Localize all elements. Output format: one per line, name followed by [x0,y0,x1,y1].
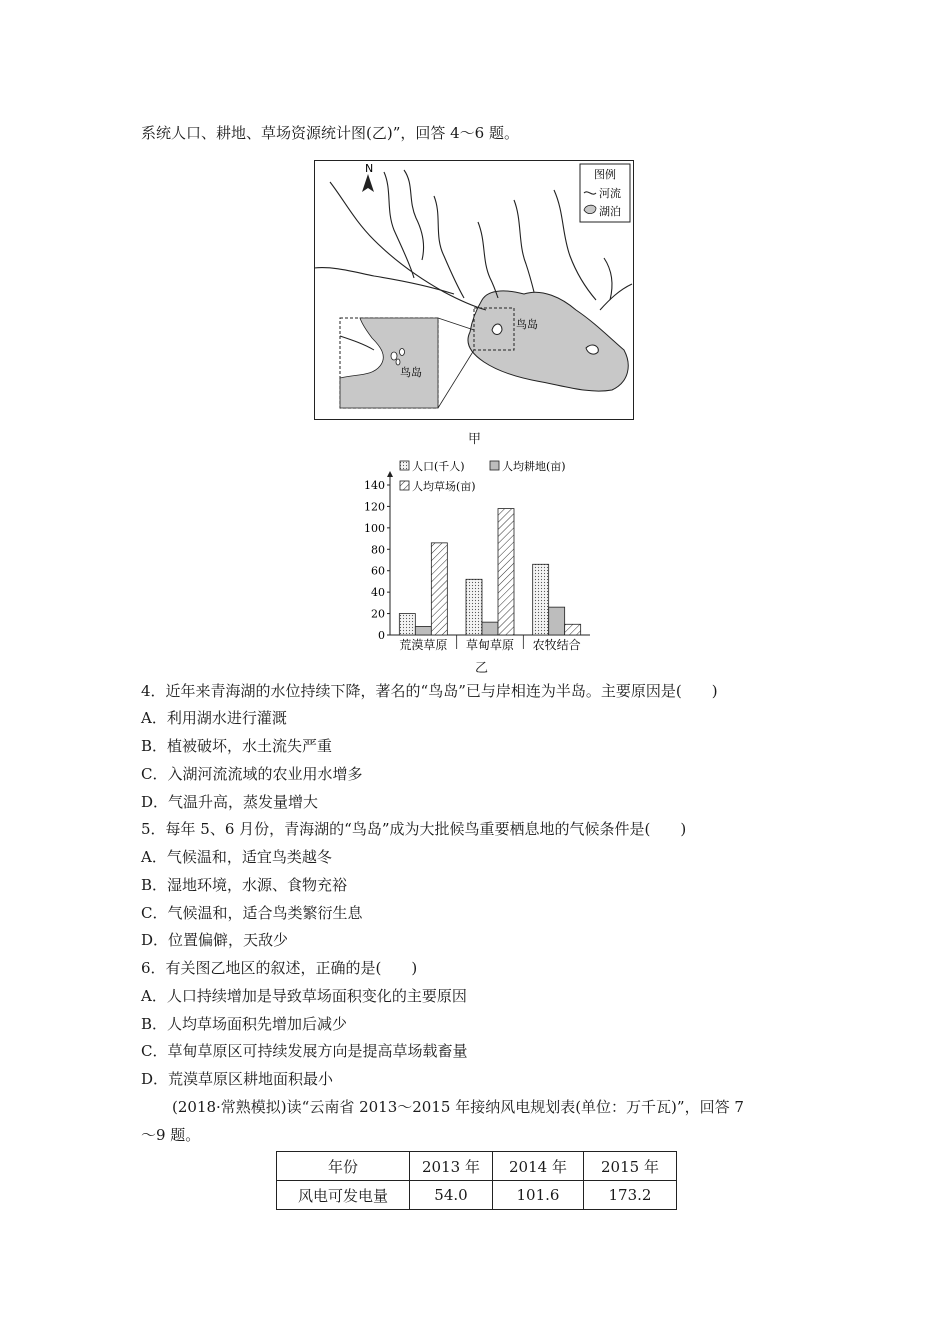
lake-map-figure [314,160,634,420]
y-tick-label: 40 [371,586,385,600]
resource-bar-chart [360,455,600,670]
question-4-option-a: A．利用湖水进行灌溉 [141,709,287,727]
y-tick-label: 20 [371,607,385,621]
chart-caption: 乙 [475,661,489,676]
question-6-option-c: C．草甸草原区可持续发展方向是提高草场载畜量 [141,1042,468,1060]
island-label-inset: 鸟岛 [400,366,422,379]
y-tick-label: 140 [364,479,385,492]
intro-text: 系统人口、耕地、草场资源统计图(乙)”，回答 4～6 题。 [141,124,519,142]
y-tick-label: 0 [378,629,385,642]
question-5-option-c: C．气候温和，适合鸟类繁衍生息 [141,904,363,922]
passage-line-1: (2018·常熟模拟)读“云南省 2013～2015 年接纳风电规划表(单位：万千瓦)”，回答 7 [172,1098,744,1116]
legend-pop: 人口(千人) [412,460,465,473]
y-axis-arrow [387,471,393,477]
bar [498,509,514,635]
question-6-option-d: D．荒漠草原区耕地面积最小 [141,1070,334,1088]
table-cell: 101.6 [493,1181,584,1210]
wind-power-table [276,1151,677,1210]
question-5-option-d: D．位置偏僻，天敌少 [141,931,289,949]
table-row [277,1181,677,1210]
table-cell: 风电可发电量 [277,1181,410,1210]
table-cell: 54.0 [410,1181,493,1210]
question-5-option-a: A．气候温和，适宜鸟类越冬 [141,848,332,866]
island-label-main: 鸟岛 [516,318,538,331]
passage-line-2: ～9 题。 [141,1126,201,1144]
bar [549,607,565,635]
legend-grass: 人均草场(亩) [412,480,476,493]
map-caption: 甲 [468,432,482,447]
table-cell: 173.2 [584,1181,677,1210]
bar [565,624,581,635]
x-tick-label: 草甸草原 [465,638,515,652]
y-tick-label: 80 [371,543,385,557]
table-header-cell: 2013 年 [410,1152,493,1181]
legend-swatch-grass [400,481,409,490]
bar [482,622,498,635]
x-tick-label: 农牧结合 [532,638,581,652]
question-6-stem: 6．有关图乙地区的叙述，正确的是( ) [141,959,418,977]
question-5-option-b: B．湿地环境，水源、食物充裕 [141,876,348,894]
question-4-option-d: D．气温升高，蒸发量增大 [141,793,319,811]
question-4-stem: 4．近年来青海湖的水位持续下降，著名的“鸟岛”已与岸相连为半岛。主要原因是( ) [141,682,718,700]
bar [431,543,447,635]
y-tick-label: 120 [364,500,385,514]
table-header-row [277,1152,677,1181]
bar [399,614,415,635]
y-tick-label: 60 [371,564,385,578]
bar [415,626,431,635]
question-6-option-a: A．人口持续增加是导致草场面积变化的主要原因 [141,987,467,1005]
legend-title: 图例 [594,168,616,181]
north-label: N [365,162,374,175]
chart-svg [360,455,600,670]
table-header-cell: 2014 年 [493,1152,584,1181]
legend-farm: 人均耕地(亩) [502,460,566,473]
bar [466,579,482,635]
bar [533,564,549,635]
x-tick-label: 荒漠草原 [399,638,448,652]
y-tick-label: 100 [364,521,385,535]
question-5-stem: 5．每年 5、6 月份，青海湖的“鸟岛”成为大批候鸟重要栖息地的气候条件是( ) [141,820,687,838]
lake-map [314,160,634,420]
table-header-cell: 年份 [277,1152,410,1181]
question-4-option-c: C．入湖河流流域的农业用水增多 [141,765,363,783]
legend-river: 河流 [599,187,621,200]
question-4-option-b: B．植被破坏，水土流失严重 [141,737,333,755]
legend-swatch-pop [400,461,409,470]
legend-lake: 湖泊 [599,205,621,218]
question-6-option-b: B．人均草场面积先增加后减少 [141,1015,348,1033]
legend-swatch-farm [490,461,499,470]
table-header-cell: 2015 年 [584,1152,677,1181]
